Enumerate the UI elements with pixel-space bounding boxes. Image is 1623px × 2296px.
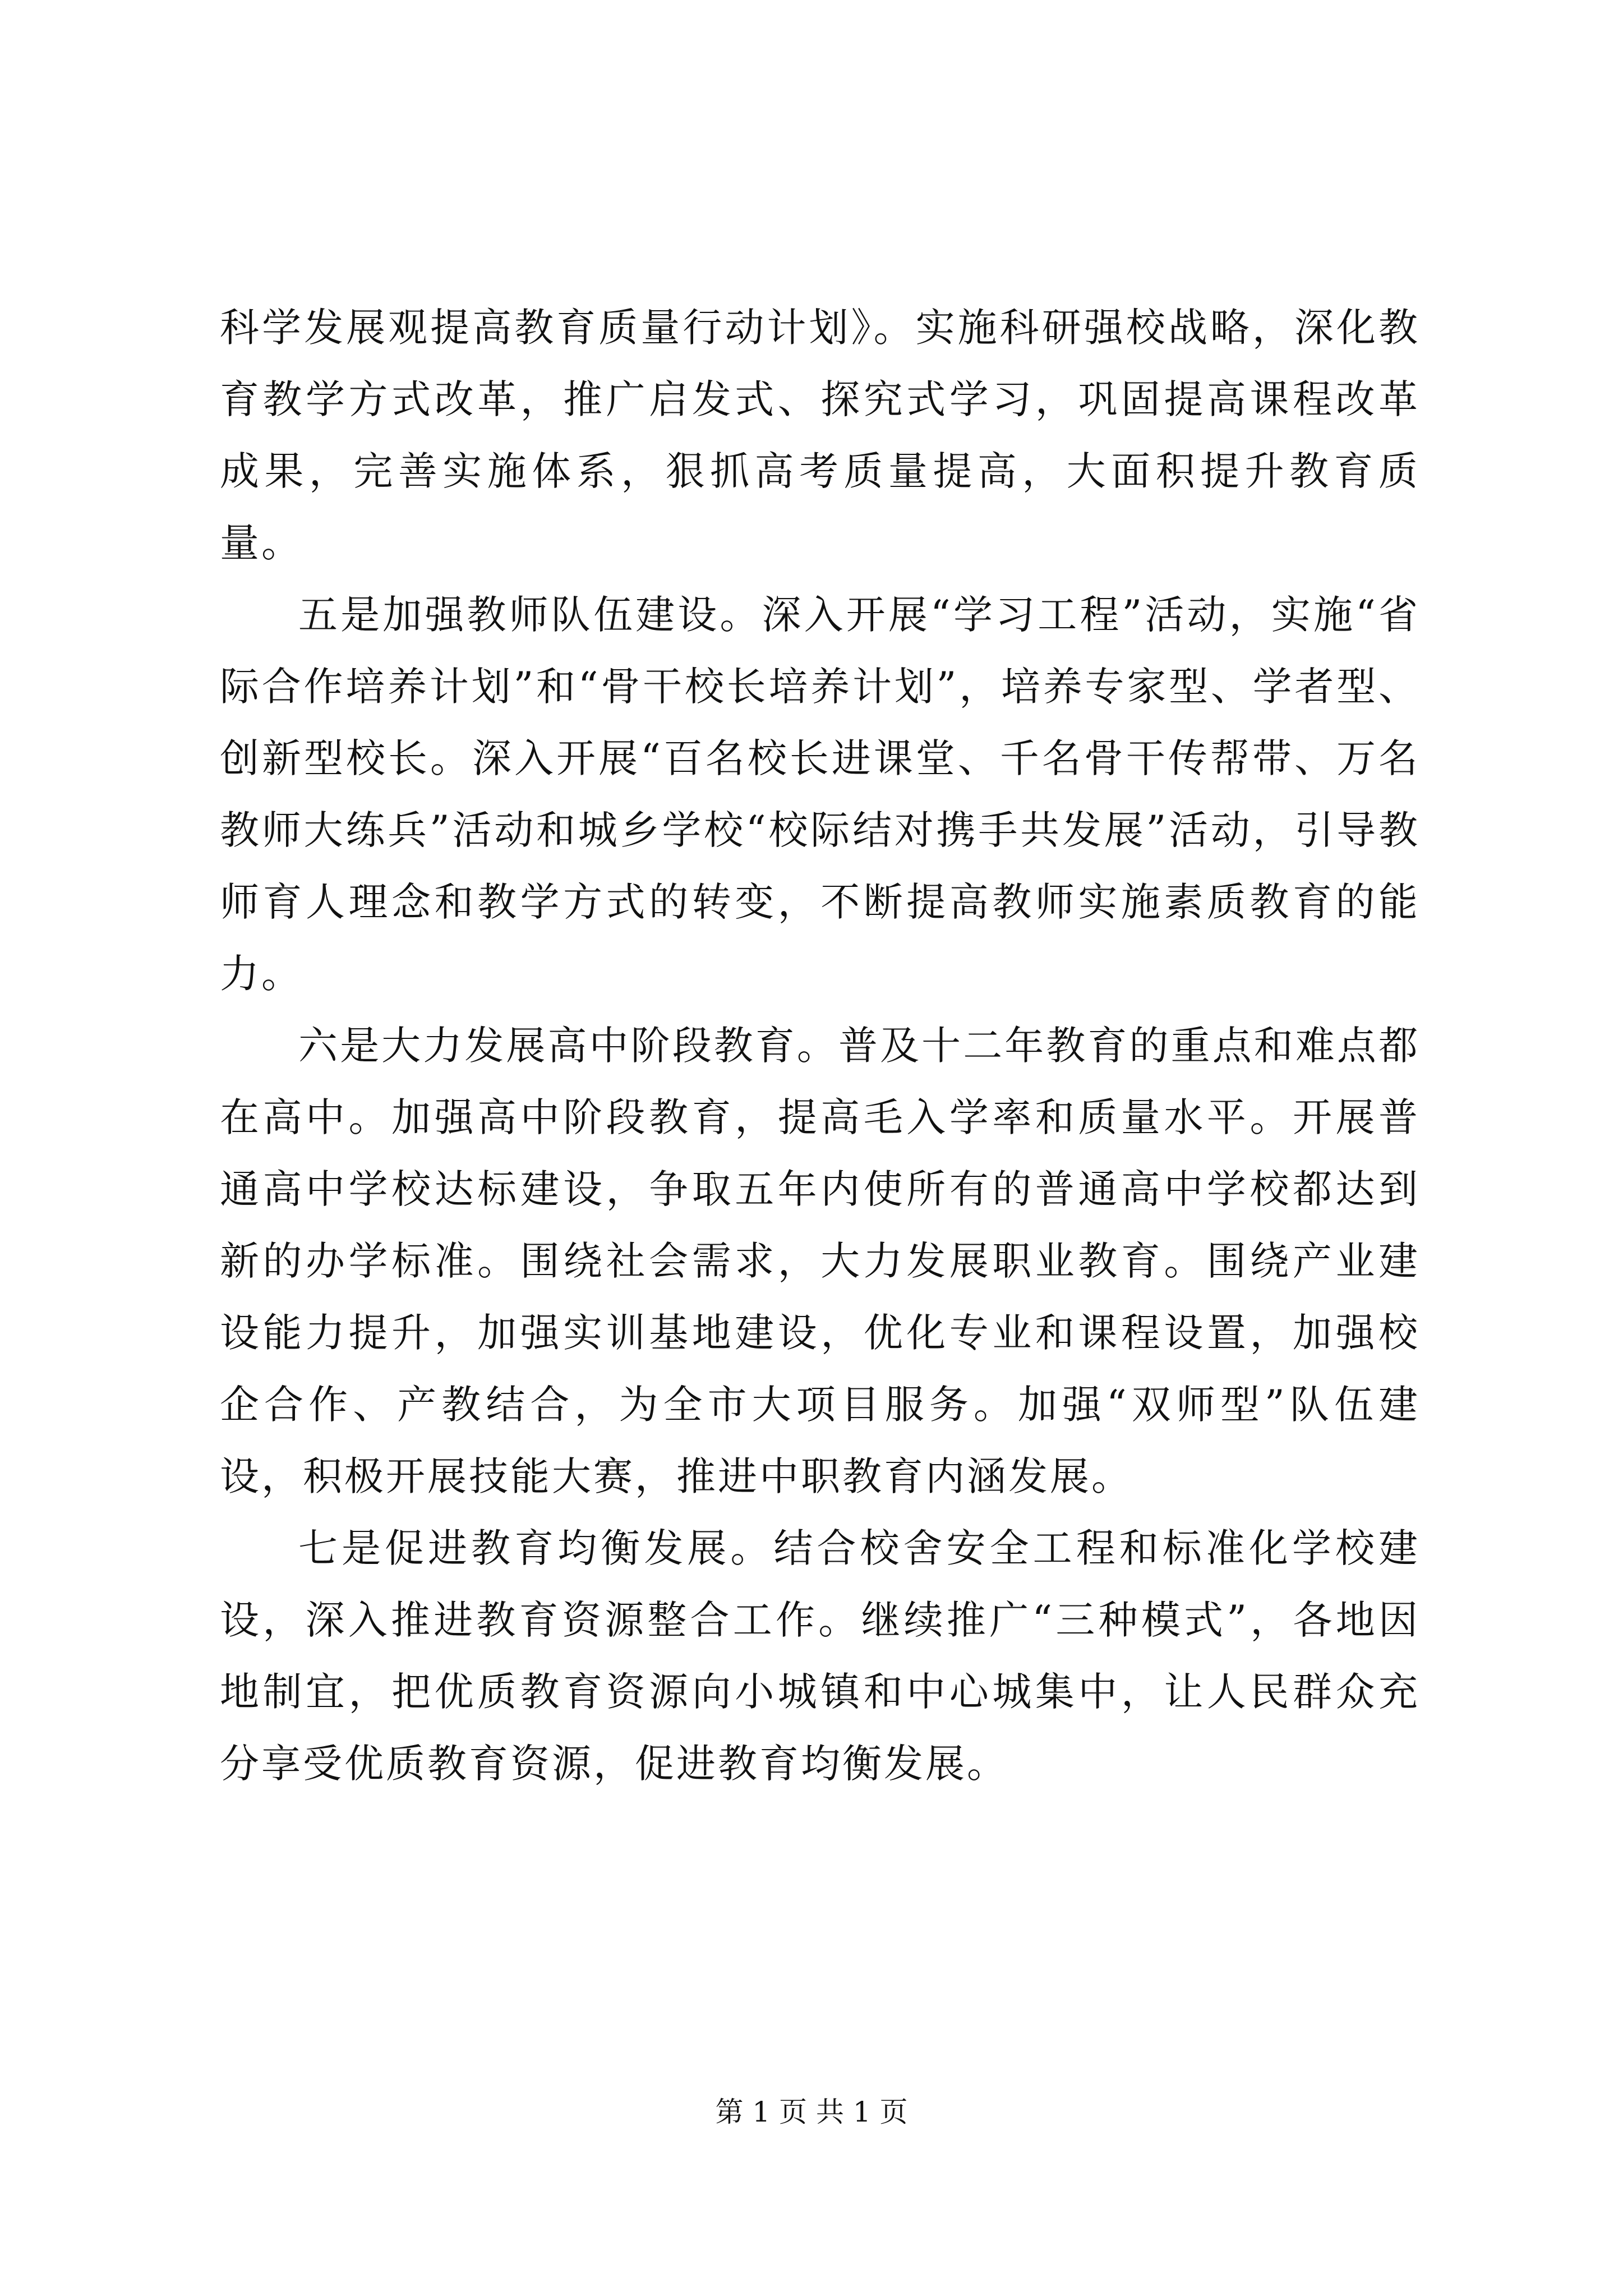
paragraph-balanced-development: 七是促进教育均衡发展。结合校舍安全工程和标准化学校建设，深入推进教育资源整合工作。继续推广“三种模式”，各地因地制宜，把优质教育资源向小城镇和中心城集中，让人民群众充分享受优质教育资源，促进教育均衡发展。 bbox=[220, 1525, 1420, 1787]
document-body bbox=[220, 292, 1420, 1800]
paragraph-high-school-education: 六是大力发展高中阶段教育。普及十二年教育的重点和难点都在高中。加强高中阶段教育，提高毛入学率和质量水平。开展普通高中学校达标建设，争取五年内使所有的普通高中学校都达到新的办学标准。围绕社会需求，大力发展职业教育。围绕产业建设能力提升，加强实训基地建设，优化专业和课程设置，加强校企合作、产教结合，为全市大项目服务。加强“双师型”队伍建设，积极开展技能大赛，推进中职教育内涵发展。 bbox=[220, 1023, 1420, 1499]
paragraph-teacher-team: 五是加强教师队伍建设。深入开展“学习工程”活动，实施“省际合作培养计划”和“骨干校长培养计划”，培养专家型、学者型、创新型校长。深入开展“百名校长进课堂、千名骨干传帮带、万名教师大练兵”活动和城乡学校“校际结对携手共发展”活动，引导教师育人理念和教学方式的转变，不断提高教师实施素质教育的能力。 bbox=[220, 592, 1420, 997]
paragraph-continuation: 科学发展观提高教育质量行动计划》。实施科研强校战略，深化教育教学方式改革，推广启发式、探究式学习，巩固提高课程改革成果，完善实施体系，狠抓高考质量提高，大面积提升教育质量。 bbox=[220, 305, 1420, 566]
page-footer: 第 1 页 共 1 页 bbox=[715, 2096, 908, 2128]
